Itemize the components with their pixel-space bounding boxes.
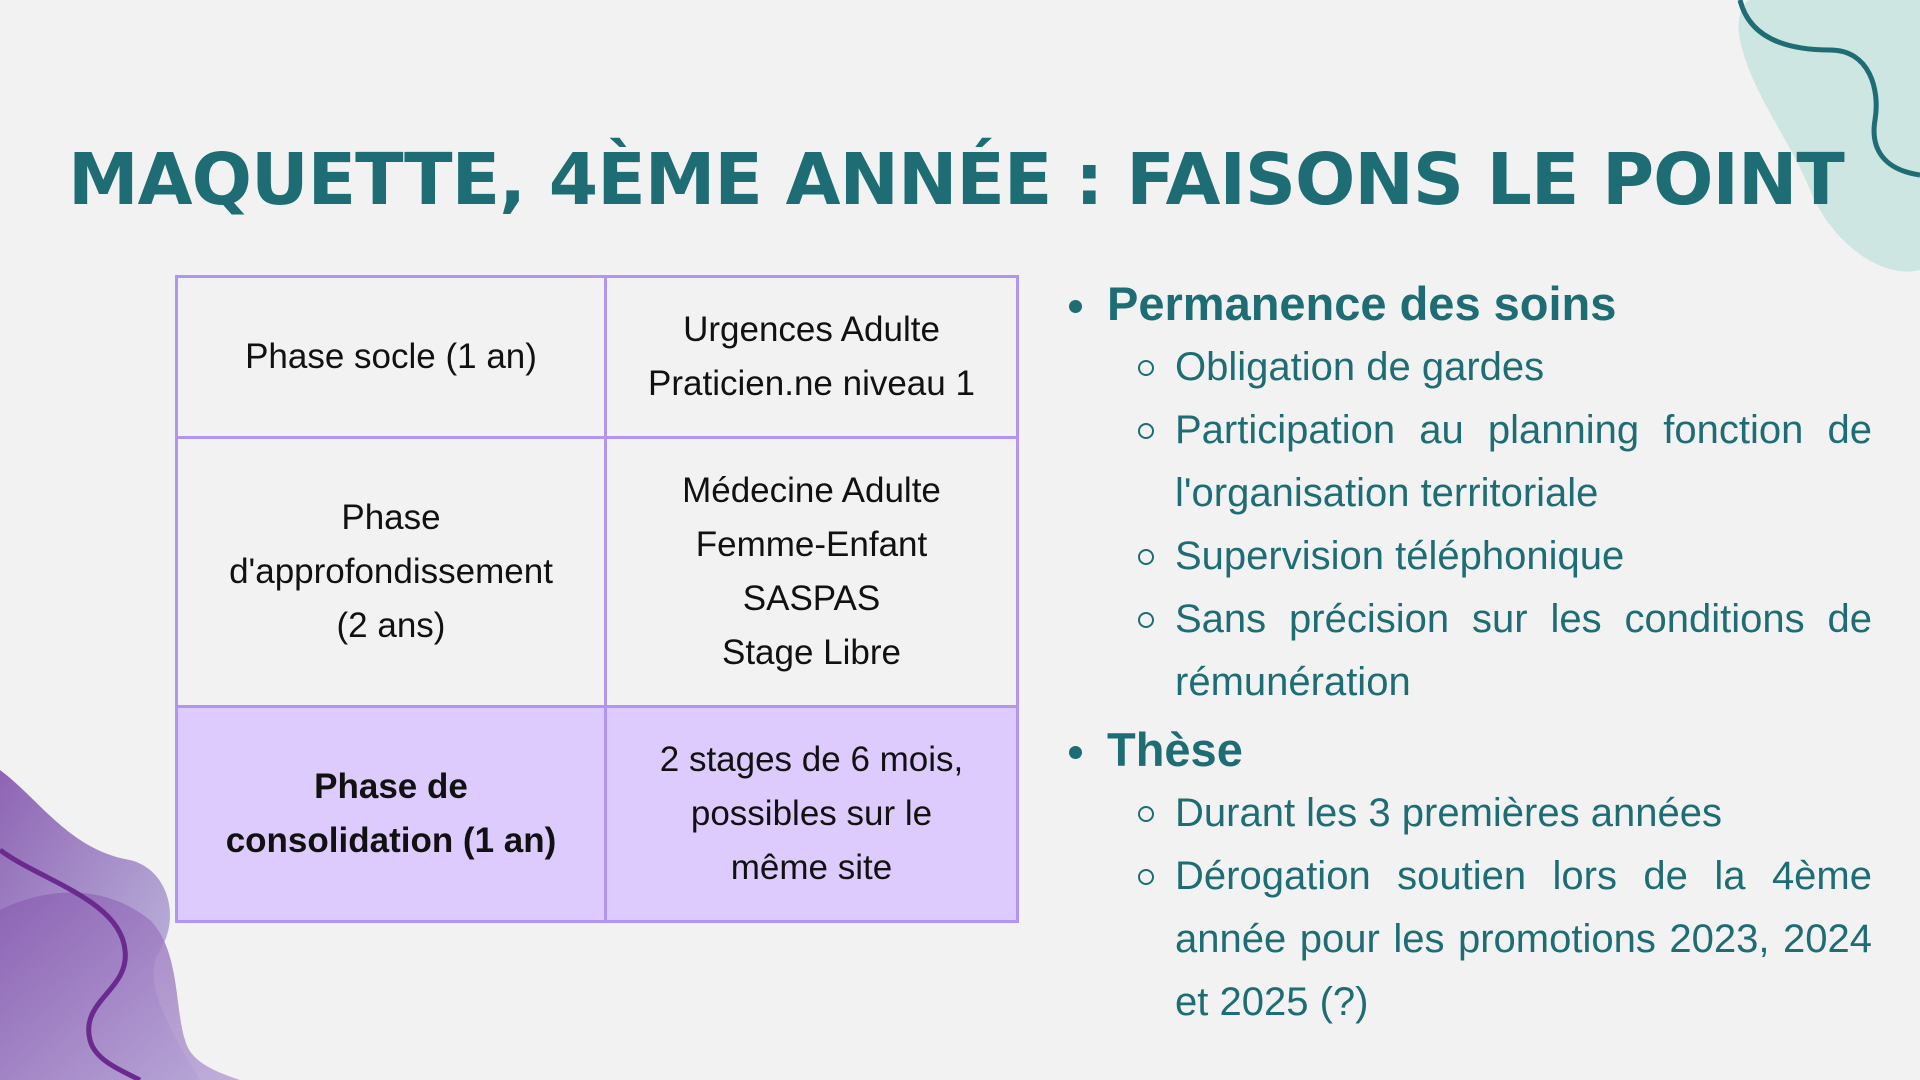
content-cell <box>606 277 1018 438</box>
cell-line: (2 ans) <box>336 606 446 645</box>
phase-cell <box>177 277 606 438</box>
phase-cell <box>177 707 606 922</box>
slide-title: MAQUETTE, 4ÈME ANNÉE : FAISONS LE POINT <box>68 138 1844 221</box>
cell-line: Médecine Adulte <box>682 471 941 510</box>
list-item: Participation au planning fonction de l'organisation territoriale <box>1068 399 1872 525</box>
cell-line: Phase <box>341 498 441 537</box>
cell-line: d'approfondissement <box>229 552 553 591</box>
cell-line: consolidation (1 an) <box>225 821 557 860</box>
cell-line: Phase socle (1 an) <box>245 337 537 376</box>
section-heading: Permanence des soins <box>1068 272 1872 336</box>
phases-table <box>175 275 1019 923</box>
table-row <box>177 277 1018 438</box>
list-item: Obligation de gardes <box>1068 336 1872 399</box>
cell-line: Praticien.ne niveau 1 <box>648 364 975 403</box>
table-row-highlighted <box>177 707 1018 922</box>
cell-line: 2 stages de 6 mois, <box>659 740 964 779</box>
cell-line: même site <box>730 848 893 887</box>
list-item: Supervision téléphonique <box>1068 525 1872 588</box>
cell-line: Phase de <box>314 767 468 806</box>
cell-line: SASPAS <box>742 579 881 618</box>
list-item: Dérogation soutien lors de la 4ème année pour les promotions 2023, 2024 et 2025 (?) <box>1068 845 1872 1034</box>
sub-list <box>1068 336 1872 714</box>
content-cell <box>606 707 1018 922</box>
phase-cell <box>177 438 606 707</box>
cell-line: Urgences Adulte <box>683 310 940 349</box>
list-item: Durant les 3 premières années <box>1068 782 1872 845</box>
list-item: Sans précision sur les conditions de rémunération <box>1068 588 1872 714</box>
cell-line: Stage Libre <box>721 633 902 672</box>
sub-list <box>1068 782 1872 1034</box>
bullet-list <box>1068 272 1872 1038</box>
cell-line: Femme-Enfant <box>695 525 928 564</box>
table-row <box>177 438 1018 707</box>
cell-line: possibles sur le <box>690 794 933 833</box>
section-heading: Thèse <box>1068 718 1872 782</box>
content-cell <box>606 438 1018 707</box>
